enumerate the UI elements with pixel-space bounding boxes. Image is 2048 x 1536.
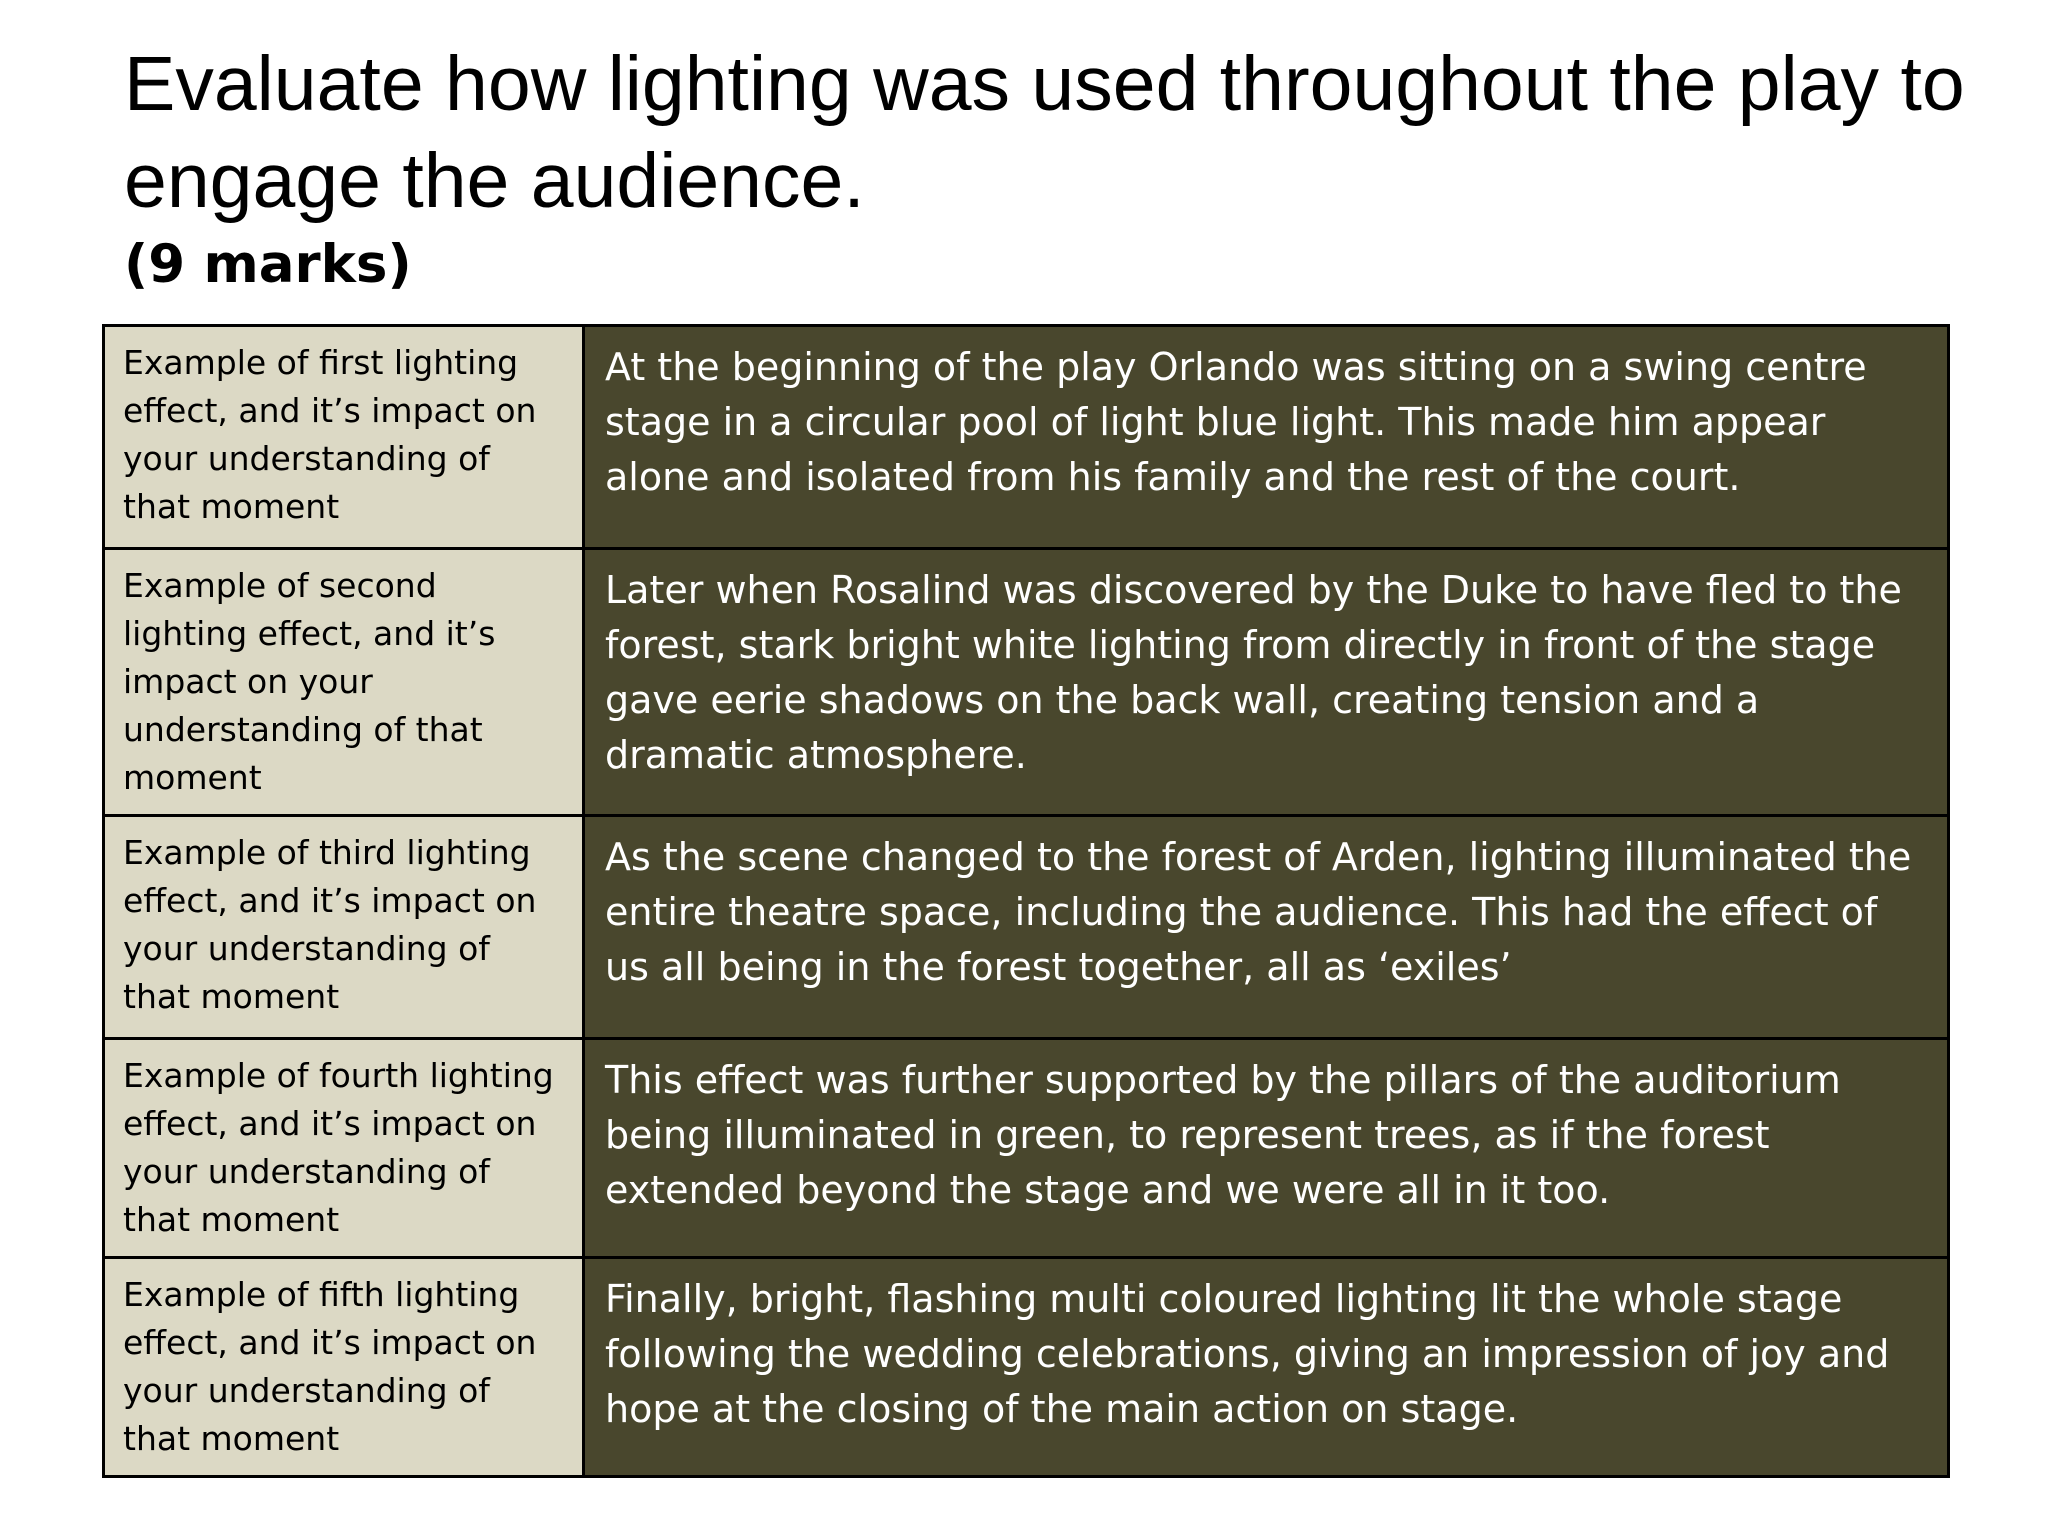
lighting-evaluation-table <box>102 324 1950 1478</box>
table-row <box>104 549 1949 816</box>
table-row <box>104 1039 1949 1258</box>
table-row <box>104 816 1949 1039</box>
answer-cell: As the scene changed to the forest of Arden, lighting illuminated the entire theatre space, including the audience. This had the effect of us all being in the forest together, all as ‘exiles’ <box>584 816 1949 1039</box>
prompt-cell: Example of fourth lighting effect, and it’s impact on your understanding of that moment <box>104 1039 584 1258</box>
prompt-cell: Example of second lighting effect, and it’s impact on your understanding of that moment <box>104 549 584 816</box>
answer-cell: Later when Rosalind was discovered by the Duke to have fled to the forest, stark bright white lighting from directly in front of the stage gave eerie shadows on the back wall, creating tension and a dramatic atmosphere. <box>584 549 1949 816</box>
table-row <box>104 1258 1949 1477</box>
prompt-cell: Example of fifth lighting effect, and it’s impact on your understanding of that moment <box>104 1258 584 1477</box>
prompt-cell: Example of first lighting effect, and it’s impact on your understanding of that moment <box>104 326 584 549</box>
table-row <box>104 326 1949 549</box>
slide-title: Evaluate how lighting was used throughout the play to engage the audience. <box>124 41 1965 224</box>
answer-cell: This effect was further supported by the pillars of the auditorium being illuminated in green, to represent trees, as if the forest extended beyond the stage and we were all in it too. <box>584 1039 1949 1258</box>
marks-label: (9 marks) <box>124 234 412 295</box>
answer-cell: At the beginning of the play Orlando was sitting on a swing centre stage in a circular pool of light blue light. This made him appear alone and isolated from his family and the rest of the court. <box>584 326 1949 549</box>
answer-cell: Finally, bright, flashing multi coloured lighting lit the whole stage following the wedding celebrations, giving an impression of joy and hope at the closing of the main action on stage. <box>584 1258 1949 1477</box>
prompt-cell: Example of third lighting effect, and it’s impact on your understanding of that moment <box>104 816 584 1039</box>
